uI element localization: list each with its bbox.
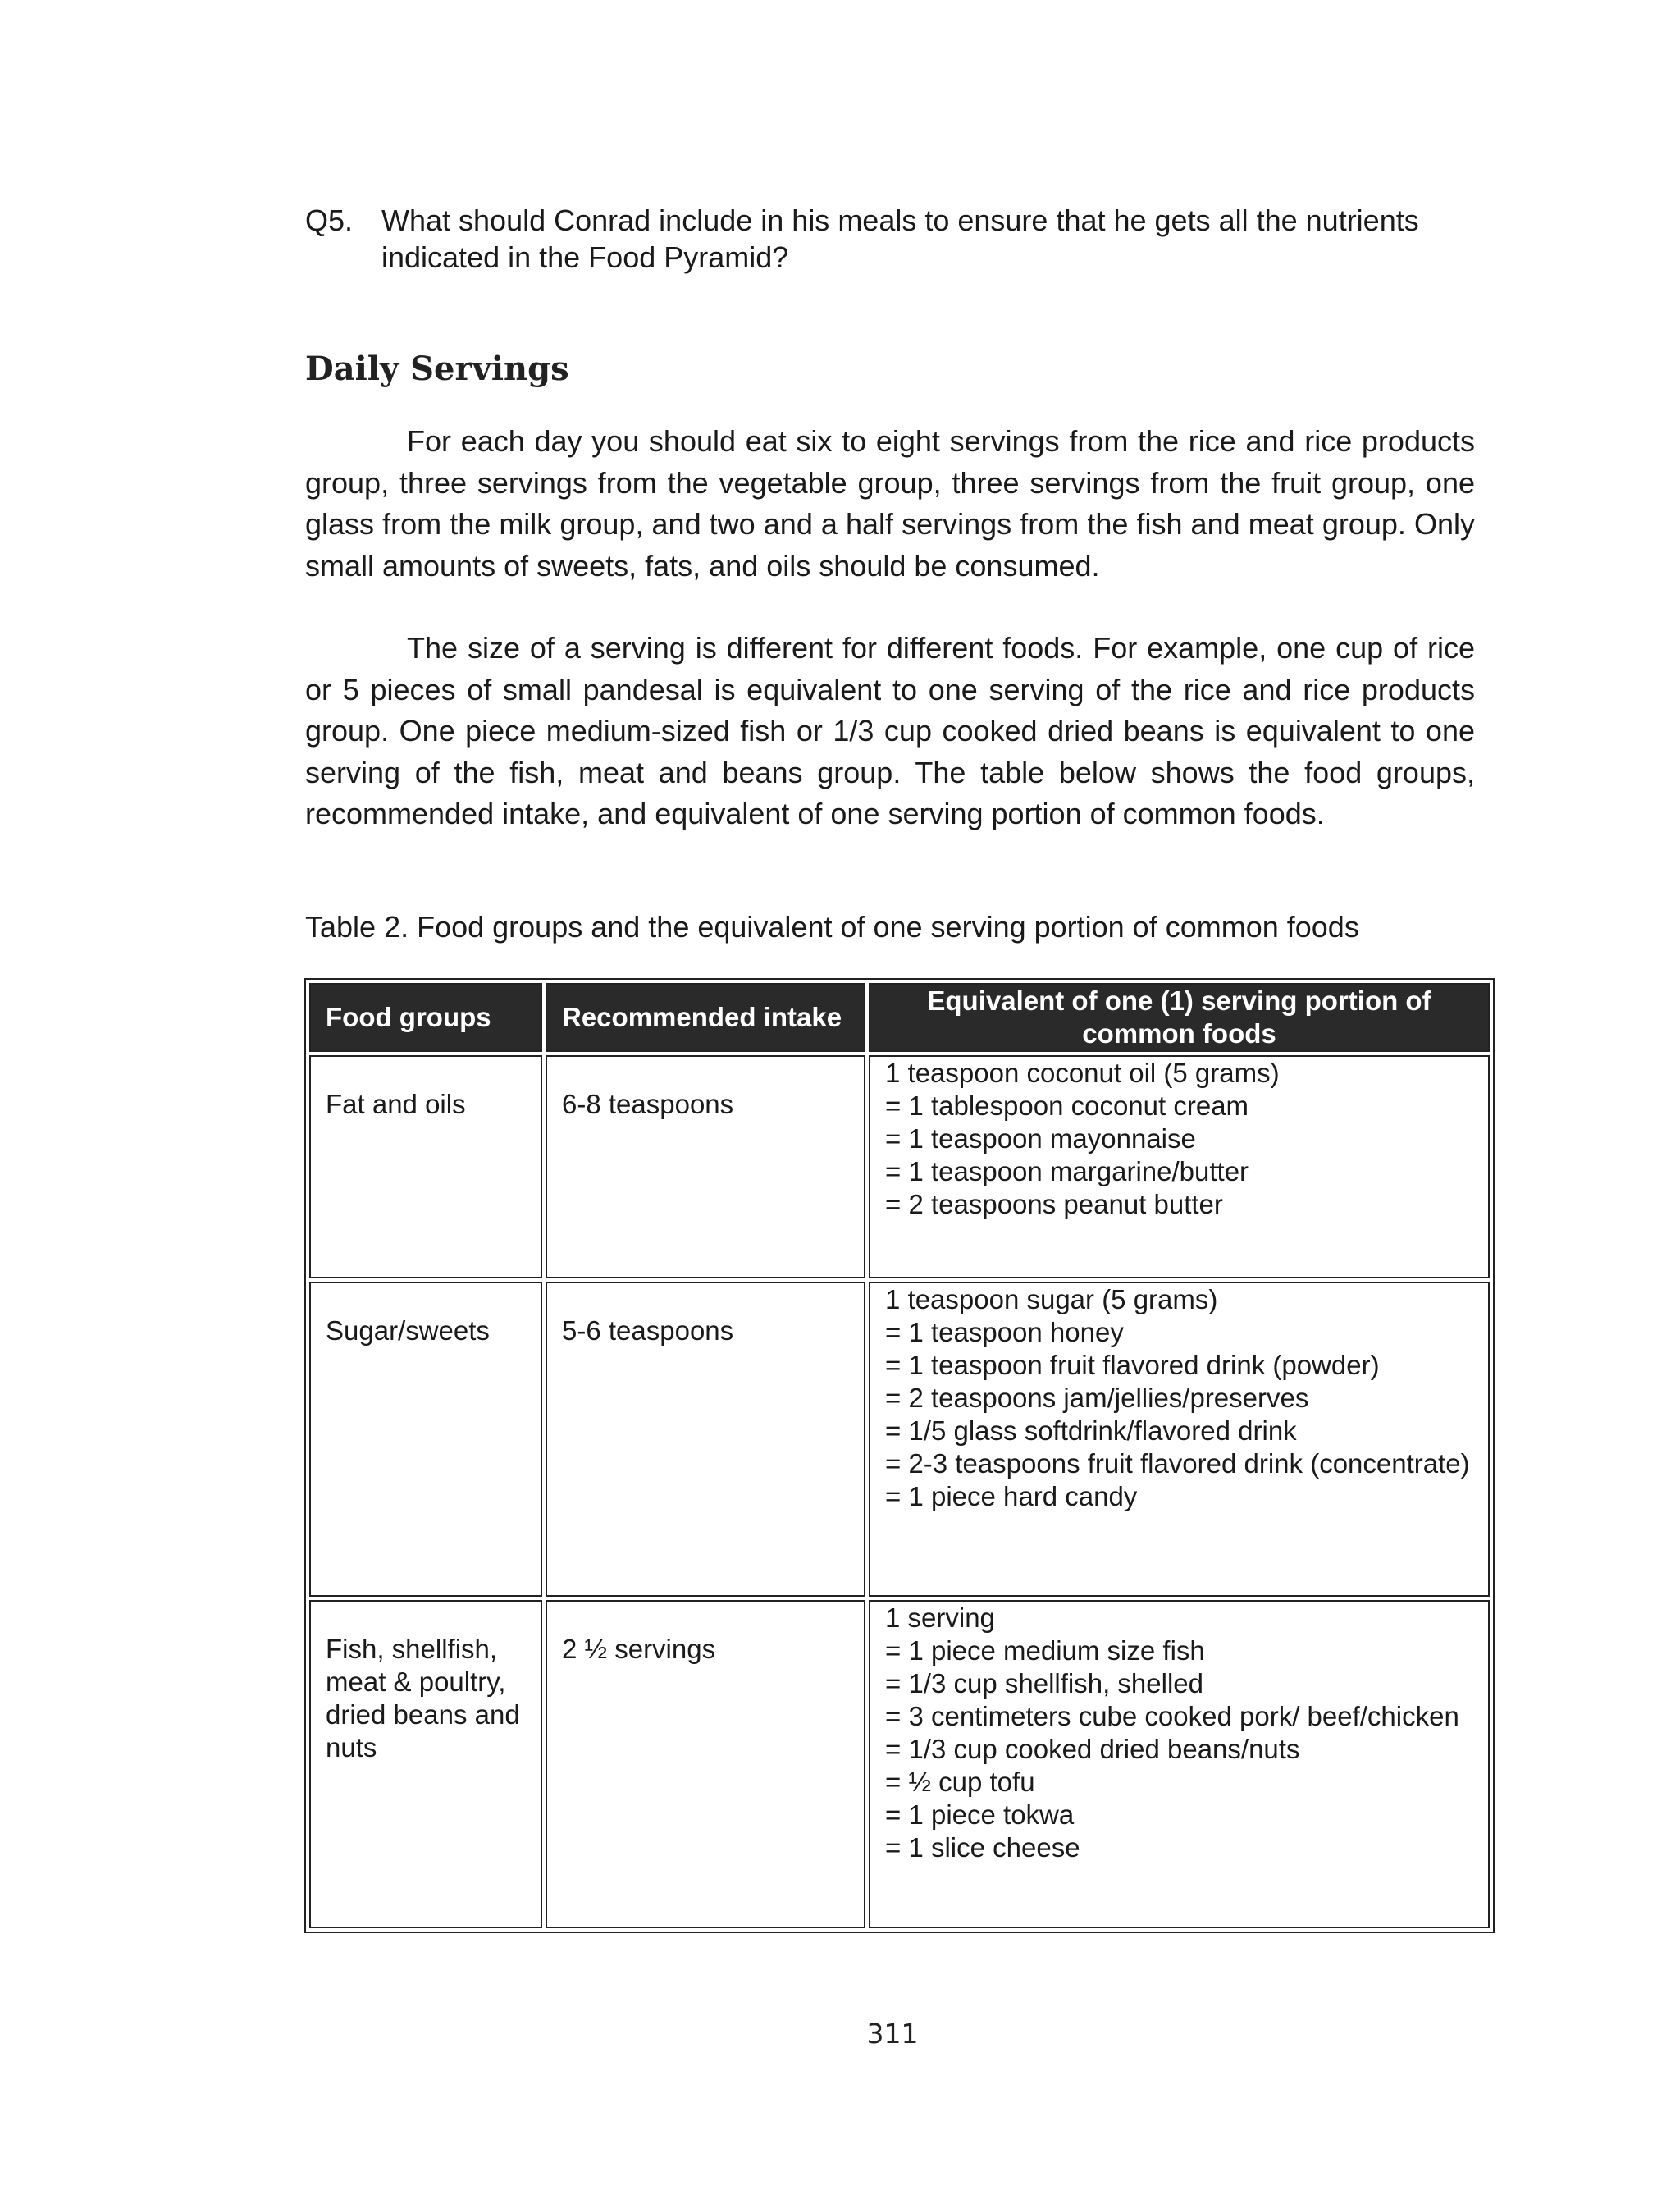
cell-equivalents [869,1600,1490,1928]
cell-intake: 6-8 teaspoons [546,1055,865,1278]
question-number: Q5. [305,203,354,237]
equivalent-line: = 2 teaspoons peanut butter [885,1189,1223,1219]
table-caption: Table 2. Food groups and the equivalent of one serving portion of common foods [305,910,1359,944]
equivalent-line: 1 teaspoon coconut oil (5 grams) [885,1058,1280,1088]
equivalent-line: = 1 piece tokwa [885,1799,1075,1830]
equivalent-line: = 1/3 cup shellfish, shelled [885,1668,1203,1699]
equivalent-line: 1 teaspoon sugar (5 grams) [885,1284,1218,1314]
equivalent-line: = 1 piece hard candy [885,1481,1138,1511]
cell-food-group: Sugar/sweets [309,1282,542,1597]
equivalent-line: = 1/3 cup cooked dried beans/nuts [885,1734,1300,1764]
equivalent-line: = 3 centimeters cube cooked pork/ beef/chicken [885,1701,1459,1731]
equivalent-line: = 1 teaspoon honey [885,1317,1124,1347]
table-row [309,1600,1490,1928]
equivalent-line: = 1 tablespoon coconut cream [885,1090,1249,1121]
equivalent-line: = 1 teaspoon fruit flavored drink (powder) [885,1350,1380,1380]
paragraph-text: The size of a serving is different for different foods. For example, one cup of rice or 5 pieces of small pandesal is equivalent to one serving of the rice and rice products group. One piece medium-sized fish or 1/3 cup cooked dried beans is equivalent to one serving of the fish, meat and beans group. The table below shows the food groups, recommended intake, and equivalent of one serving portion of common foods. [305,631,1475,830]
paragraph-daily-servings [305,421,1475,587]
question-text: What should Conrad include in his meals to ensure that he gets all the nutrients indicated in the Food Pyramid? [381,203,1419,274]
paragraph-text: For each day you should eat six to eight servings from the rice and rice products group, three servings from the vegetable group, three servings from the fruit group, one glass from the milk group, and two and a half servings from the fish and meat group. Only small amounts of sweets, fats, and oils should be consumed. [305,424,1475,583]
table-header-row [309,983,1490,1052]
header-equivalent: Equivalent of one (1) serving portion of common foods [869,983,1490,1052]
cell-equivalents [869,1282,1490,1597]
food-groups-table [304,978,1495,1933]
paragraph-serving-size [305,628,1475,835]
equivalent-line: = 1 teaspoon margarine/butter [885,1156,1249,1186]
cell-food-group: Fish, shellfish, meat & poultry, dried beans and nuts [309,1600,542,1928]
table-row [309,1282,1490,1597]
equivalent-line: = 1 slice cheese [885,1832,1080,1863]
section-heading: Daily Servings [305,350,569,388]
equivalent-line: = 2 teaspoons jam/jellies/preserves [885,1383,1309,1413]
equivalent-line: = 1 piece medium size fish [885,1635,1205,1666]
header-recommended-intake: Recommended intake [546,983,865,1052]
equivalent-line: = ½ cup tofu [885,1767,1035,1797]
equivalent-line: = 2-3 teaspoons fruit flavored drink (concentrate) [885,1448,1470,1479]
cell-intake: 5-6 teaspoons [546,1282,865,1597]
page-number: 311 [866,2018,919,2050]
table-row [309,1055,1490,1278]
equivalent-line: = 1 teaspoon mayonnaise [885,1123,1196,1154]
cell-intake: 2 ½ servings [546,1600,865,1928]
cell-equivalents [869,1055,1490,1278]
equivalent-line: = 1/5 glass softdrink/flavored drink [885,1415,1297,1446]
equivalent-line: 1 serving [885,1602,995,1633]
header-food-groups: Food groups [309,983,542,1052]
question-q5 [305,202,1483,276]
cell-food-group: Fat and oils [309,1055,542,1278]
